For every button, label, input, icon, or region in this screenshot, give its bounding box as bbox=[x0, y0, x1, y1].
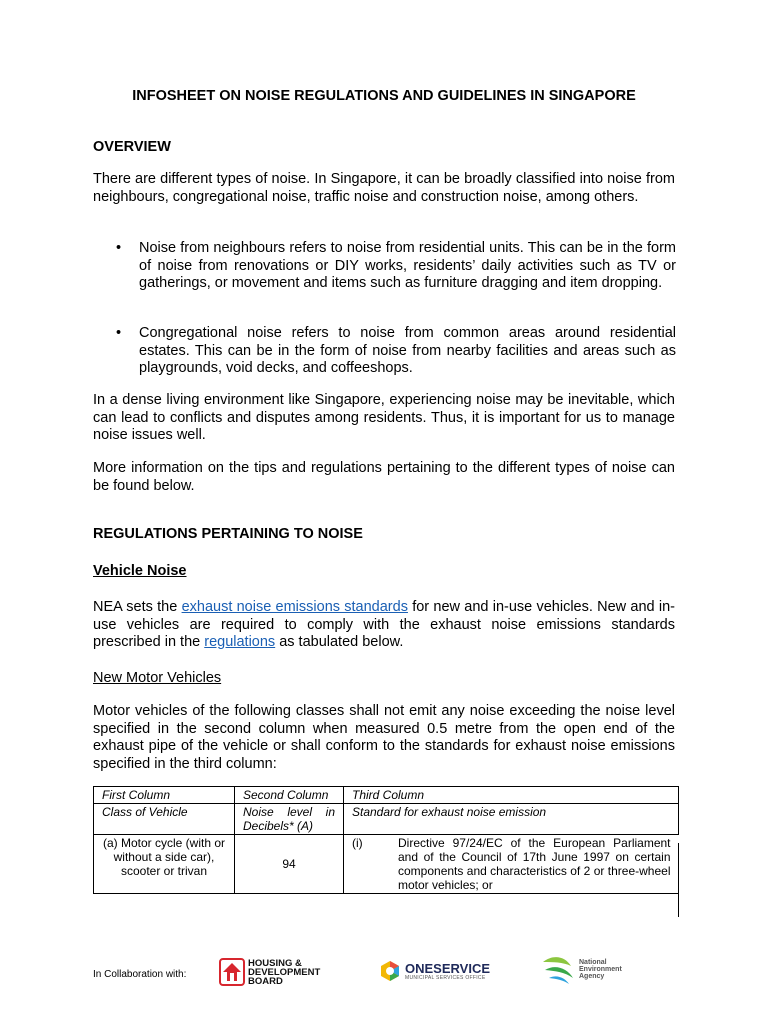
new-motor-vehicles-paragraph: Motor vehicles of the following classes shall not emit any noise exceeding the noise level specified in the second column when measured 0.5 metre from the open end of the exhaust pipe of the vehicle or shall conform to the standards for exhaust noise emissions specified in the third column: bbox=[93, 703, 675, 772]
vehicle-noise-heading: Vehicle Noise bbox=[93, 563, 187, 579]
table-subheader-row bbox=[94, 804, 679, 835]
table-header-cell: First Column bbox=[94, 787, 235, 804]
bullet-text-congregational: Congregational noise refers to noise from common areas around residential estates. This can be in the form of noise from nearby facilities and areas such as playgrounds, void decks, and coffeeshops. bbox=[139, 325, 676, 376]
nea-name bbox=[579, 959, 622, 980]
vehicle-text-2: for new and in-use vehicles. New and in-use vehicles are required to comply with the exhaust noise emissions standards prescribed in the bbox=[93, 599, 675, 650]
bullet-item bbox=[116, 325, 676, 378]
table-header-row bbox=[94, 787, 679, 804]
exhaust-standards-link[interactable]: exhaust noise emissions standards bbox=[181, 599, 408, 615]
table-subheader-cell: Class of Vehicle bbox=[94, 804, 235, 835]
hdb-logo bbox=[219, 958, 320, 986]
bullet-icon: • bbox=[116, 325, 122, 341]
bullet-item bbox=[116, 240, 676, 293]
oneservice-logo bbox=[379, 960, 490, 982]
footer bbox=[93, 952, 693, 992]
oneservice-text bbox=[405, 962, 490, 981]
standard-item bbox=[352, 836, 671, 892]
oneservice-name: ONESERVICE bbox=[405, 960, 491, 976]
table-subheader-cell: Standard for exhaust noise emission bbox=[344, 804, 679, 835]
overview-paragraph-2: In a dense living environment like Singapore, experiencing noise may be inevitable, which can lead to conflicts and disputes among residents. Thus, it is important for us to manage noise issues well. bbox=[93, 392, 675, 443]
nea-line: National bbox=[579, 958, 607, 966]
vehicle-noise-paragraph bbox=[93, 599, 675, 652]
standard-number: (i) bbox=[352, 836, 363, 850]
regulations-heading: REGULATIONS PERTAINING TO NOISE bbox=[93, 526, 363, 542]
bullet-icon: • bbox=[116, 240, 122, 256]
table-header-cell: Third Column bbox=[344, 787, 679, 804]
vehicle-text-1: NEA sets the bbox=[93, 599, 182, 615]
oneservice-hexagon-icon bbox=[379, 960, 401, 982]
standard-description: Directive 97/24/EC of the European Parliament and of the Council of 17th June 1997 on certain components and characteristics of 2 or three-wheel motor vehicles; or bbox=[398, 836, 671, 892]
vehicle-class-cell: (a) Motor cycle (with or without a side car), scooter or trivan bbox=[94, 835, 235, 894]
hdb-house-icon bbox=[219, 958, 245, 986]
noise-standards-table bbox=[93, 786, 679, 894]
nea-leaf-icon bbox=[541, 952, 577, 986]
overview-heading: OVERVIEW bbox=[93, 139, 171, 155]
nea-logo bbox=[541, 952, 622, 986]
nea-line: Environment bbox=[579, 965, 622, 973]
vehicle-text-3: as tabulated below. bbox=[275, 634, 404, 650]
overview-paragraph-1: There are different types of noise. In Singapore, it can be broadly classified into noise from neighbours, congregational noise, traffic noise and construction noise, among others. bbox=[93, 171, 675, 205]
noise-level-cell: 94 bbox=[235, 835, 344, 894]
table-row bbox=[94, 835, 679, 894]
oneservice-subtitle: MUNICIPAL SERVICES OFFICE bbox=[405, 974, 486, 981]
table-right-border bbox=[678, 843, 679, 917]
hdb-name bbox=[248, 959, 320, 986]
collaboration-label: In Collaboration with: bbox=[93, 969, 187, 980]
standard-cell bbox=[344, 835, 679, 894]
hdb-line: HOUSING & bbox=[248, 957, 302, 969]
hdb-line: DEVELOPMENT bbox=[248, 966, 321, 978]
page-title: INFOSHEET ON NOISE REGULATIONS AND GUIDELINES IN SINGAPORE bbox=[132, 88, 636, 104]
table-subheader-cell: Noise level in Decibels* (A) bbox=[235, 804, 344, 835]
new-motor-vehicles-heading: New Motor Vehicles bbox=[93, 670, 222, 686]
nea-line: Agency bbox=[579, 972, 605, 980]
overview-paragraph-3: More information on the tips and regulations pertaining to the different types of noise can be found below. bbox=[93, 460, 675, 494]
table-header-cell: Second Column bbox=[235, 787, 344, 804]
hdb-line: BOARD bbox=[248, 975, 283, 987]
regulations-link[interactable]: regulations bbox=[204, 634, 276, 650]
bullet-text-neighbours: Noise from neighbours refers to noise from residential units. This can be in the form of noise from renovations or DIY works, residents’ daily activities such as TV or gatherings, or movement and items such as furniture dragging and item dropping. bbox=[139, 240, 676, 291]
